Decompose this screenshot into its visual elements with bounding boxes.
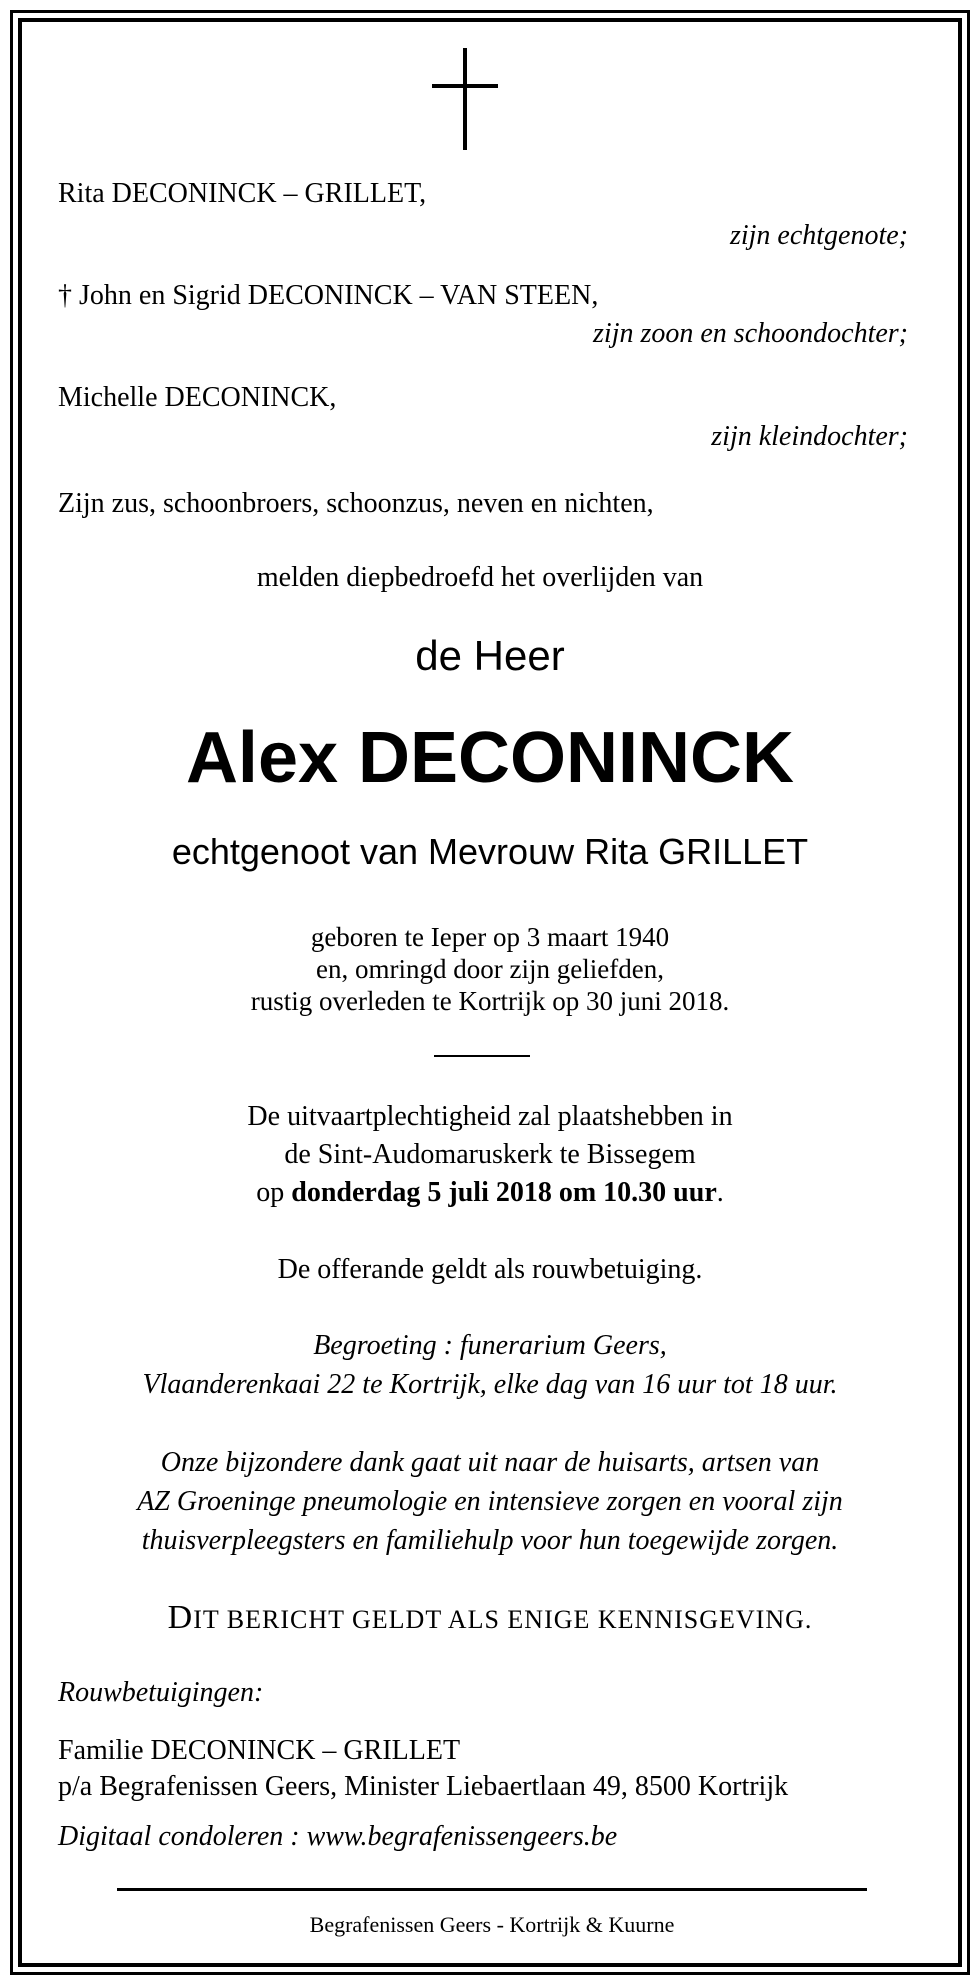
condolences-address: p/a Begrafenissen Geers, Minister Liebaertlaan 49, 8500 Kortrijk [58, 1771, 789, 1802]
thanks-line-1: Onze bijzondere dank gaat uit naar de huisarts, artsen van [160, 1447, 820, 1478]
deceased-name: Alex DECONINCK [185, 718, 795, 798]
ceremony-prefix: op [256, 1177, 292, 1208]
family-name-1: Rita DECONINCK – GRILLET, [58, 178, 427, 209]
notice-line [0, 1601, 980, 1637]
thanks-line-2: AZ Groeninge pneumologie en intensieve zorgen en vooral zijn [137, 1486, 843, 1517]
birth-line: geboren te Ieper op 3 maart 1940 [310, 922, 670, 952]
family-name-3: Michelle DECONINCK, [58, 382, 337, 413]
bottom-rule [117, 1888, 867, 1891]
family-relation-2: zijn zoon en schoondochter; [593, 318, 908, 349]
thanks-line-3: thuisverpleegsters en familiehulp voor hun toegewijde zorgen. [141, 1525, 839, 1556]
visitation-line-1: Begroeting : funerarium Geers, [313, 1330, 667, 1361]
family-name-2: † John en Sigrid DECONINCK – VAN STEEN, [58, 280, 599, 311]
notice-text: IT BERICHT GELDT ALS ENIGE KENNISGEVING [193, 1605, 805, 1634]
condolences-family: Familie DECONINCK – GRILLET [58, 1735, 461, 1766]
ceremony-line-2: de Sint-Audomaruskerk te Bissegem [284, 1139, 696, 1170]
notice-initial: D [167, 1599, 194, 1636]
death-line: rustig overleden te Kortrijk op 30 juni 2018. [250, 986, 730, 1016]
deceased-title: de Heer [415, 632, 565, 679]
offering-line: De offerande geldt als rouwbetuiging. [277, 1254, 703, 1285]
ceremony-line-1: De uitvaartplechtigheid zal plaatshebben in [247, 1101, 733, 1132]
notice-period: . [804, 1605, 813, 1634]
family-relation-3: zijn kleindochter; [711, 421, 908, 452]
online-condolences-link[interactable]: Digitaal condoleren : www.begrafenissengeers.be [58, 1821, 618, 1852]
visitation-line-2: Vlaanderenkaai 22 te Kortrijk, elke dag van 16 uur tot 18 uur. [142, 1369, 838, 1400]
ceremony-date: donderdag 5 juli 2018 om 10.30 uur [291, 1177, 717, 1208]
footer-text: Begrafenissen Geers - Kortrijk & Kuurne [309, 1912, 675, 1937]
cross-icon [432, 48, 498, 150]
condolences-heading: Rouwbetuigingen: [58, 1677, 264, 1708]
separator [434, 1055, 530, 1057]
announce-line: melden diepbedroefd het overlijden van [256, 562, 704, 593]
ceremony-line-3 [0, 1176, 980, 1210]
ceremony-suffix: . [716, 1177, 724, 1208]
surrounded-line: en, omringd door zijn geliefden, [316, 954, 664, 984]
relatives-line: Zijn zus, schoonbroers, schoonzus, neven en nichten, [58, 488, 654, 519]
deceased-spouse: echtgenoot van Mevrouw Rita GRILLET [171, 831, 809, 872]
family-relation-1: zijn echtgenote; [729, 220, 908, 251]
